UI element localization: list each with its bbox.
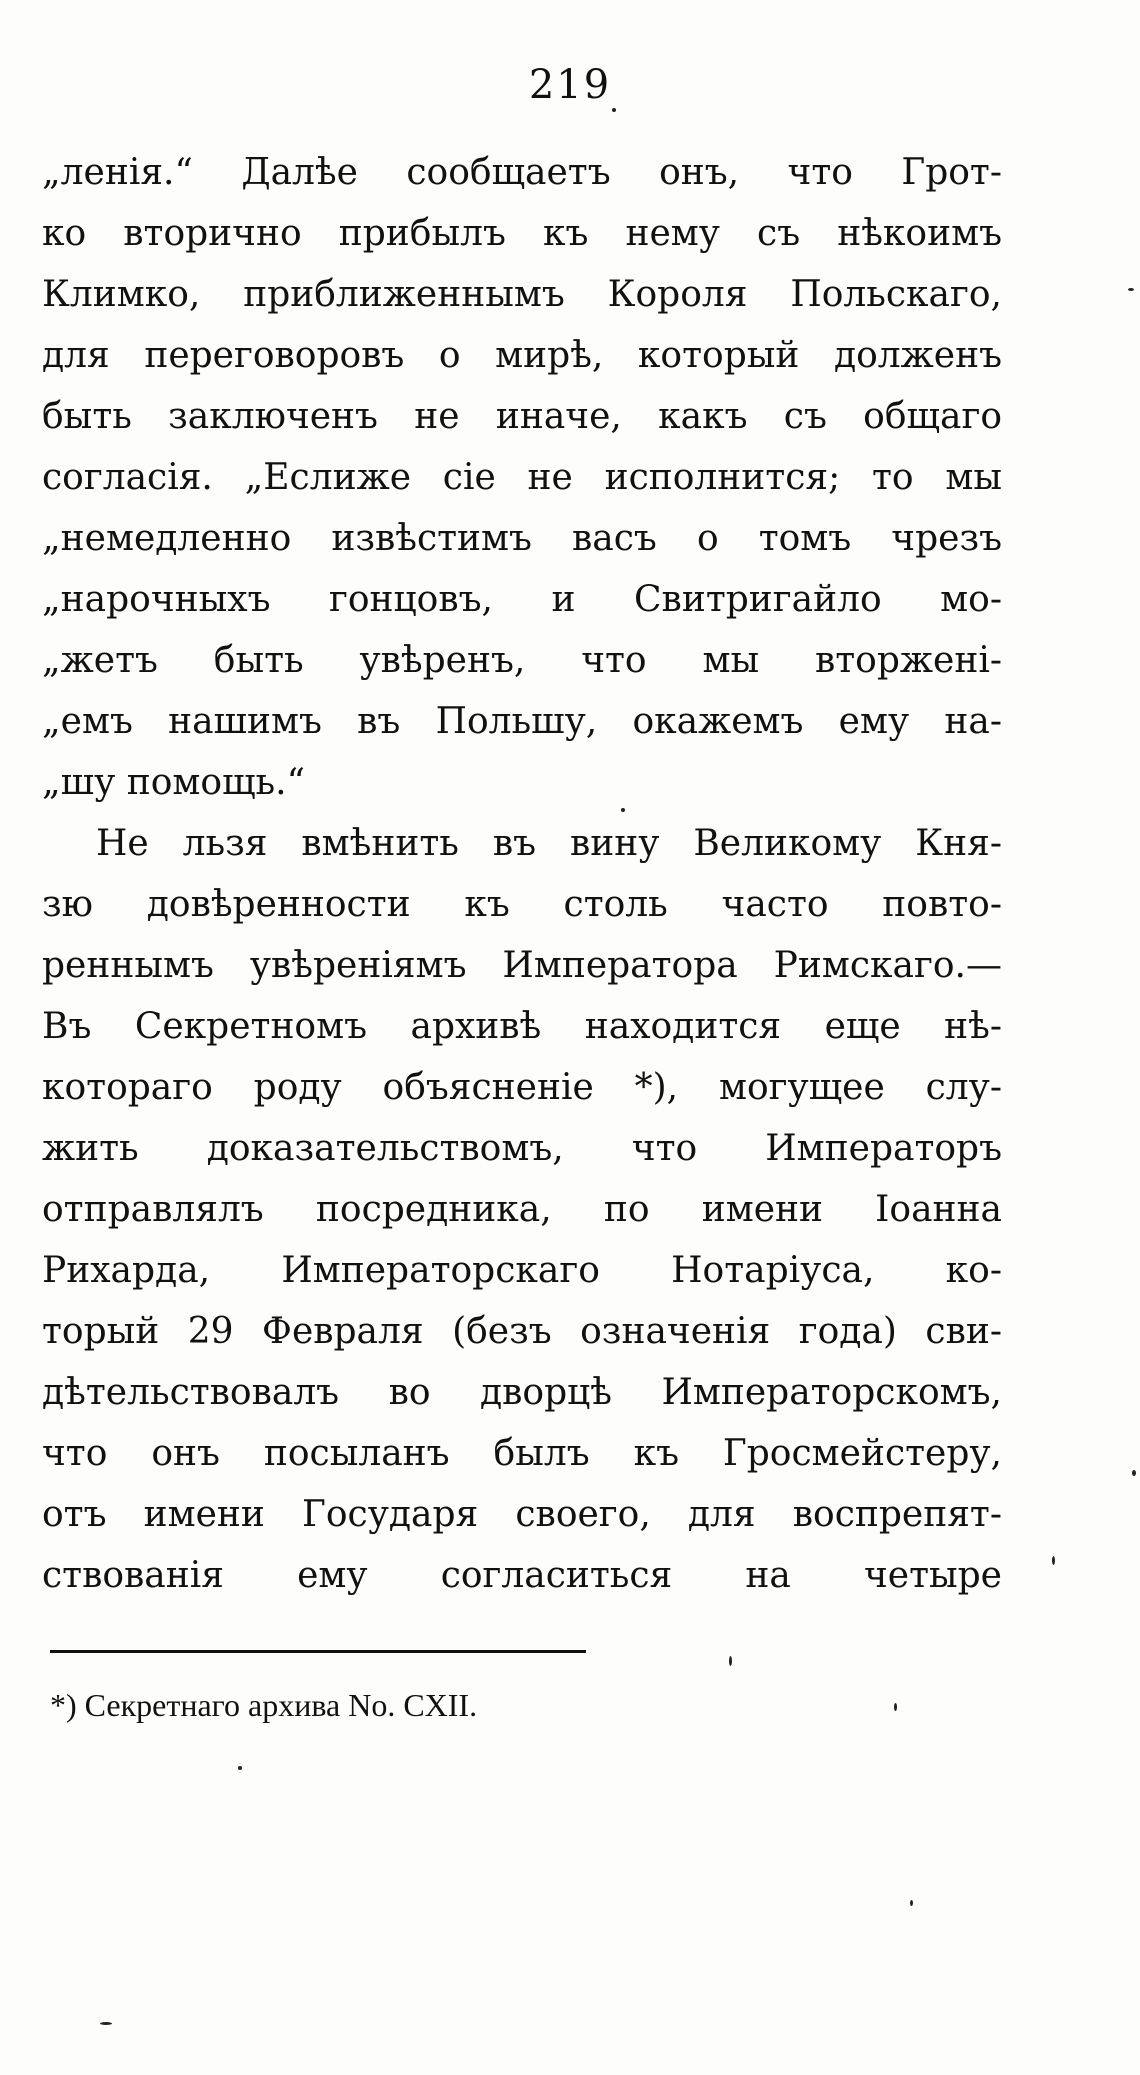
- scan-speck: [238, 1766, 242, 1770]
- scan-speck: [729, 1656, 732, 1666]
- text-line: торый 29 Февраля (безъ означенія года) сви-: [42, 1311, 1002, 1352]
- scan-speck: [100, 2022, 112, 2025]
- text-line: дѣтельствовалъ во дворцѣ Императорскомъ,: [42, 1372, 1002, 1413]
- text-line: для переговоровъ о мирѣ, который долженъ: [42, 335, 1002, 376]
- text-line: быть заключенъ не иначе, какъ съ общаго: [42, 396, 1002, 437]
- page-number: 219: [528, 62, 612, 108]
- scan-speck: [612, 108, 616, 112]
- text-line: согласія. „Еслиже сіе не исполнится; то мы: [42, 457, 1002, 498]
- text-line: Рихарда, Императорскаго Нотаріуса, ко-: [42, 1250, 1002, 1291]
- text-line: „емъ нашимъ въ Польшу, окажемъ ему на-: [42, 701, 1002, 742]
- text-line: Не льзя вмѣнить въ вину Великому Кня-: [96, 823, 1002, 864]
- scan-speck: [1128, 288, 1134, 291]
- scan-speck: [910, 1900, 913, 1906]
- text-line: „шу помощь.“: [42, 762, 306, 803]
- text-line: реннымъ увѣреніямъ Императора Римскаго.—: [42, 945, 1002, 986]
- footnote-divider: [50, 1650, 586, 1653]
- text-line: отправлялъ посредника, по имени Іоанна: [42, 1189, 1002, 1230]
- text-line: котораго роду объясненіе *), могущее слу-: [42, 1067, 1002, 1108]
- text-line: „немедленно извѣстимъ васъ о томъ чрезъ: [42, 518, 1002, 559]
- text-line: „нарочныхъ гонцовъ, и Свитригайло мо-: [42, 579, 1002, 620]
- body-text: [42, 142, 1002, 1606]
- text-line: что онъ посыланъ былъ къ Гросмейстеру,: [42, 1433, 1002, 1474]
- scan-speck: [1132, 1470, 1136, 1476]
- text-line: жить доказательствомъ, что Императоръ: [42, 1128, 1002, 1169]
- text-line: „ленія.“ Далѣе сообщаетъ онъ, что Грот-: [42, 152, 1002, 193]
- scan-speck: [894, 1703, 897, 1711]
- text-line: отъ имени Государя своего, для воспрепят-: [42, 1494, 1002, 1535]
- text-line: „жетъ быть увѣренъ, что мы вторжені-: [42, 640, 1002, 681]
- scan-speck: [1052, 1556, 1055, 1565]
- text-line: ко вторично прибылъ къ нему съ нѣкоимъ: [42, 213, 1002, 254]
- text-line: Въ Секретномъ архивѣ находится еще нѣ-: [42, 1006, 1002, 1047]
- text-line: ствованія ему согласиться на четыре: [42, 1555, 1002, 1596]
- scan-speck: [621, 808, 625, 812]
- text-line: зю довѣренности къ столь часто повто-: [42, 884, 1002, 925]
- footnote: *) Секретнаго архива No. CXII.: [50, 1687, 478, 1723]
- text-line: Климко, приближеннымъ Короля Польскаго,: [42, 274, 1002, 315]
